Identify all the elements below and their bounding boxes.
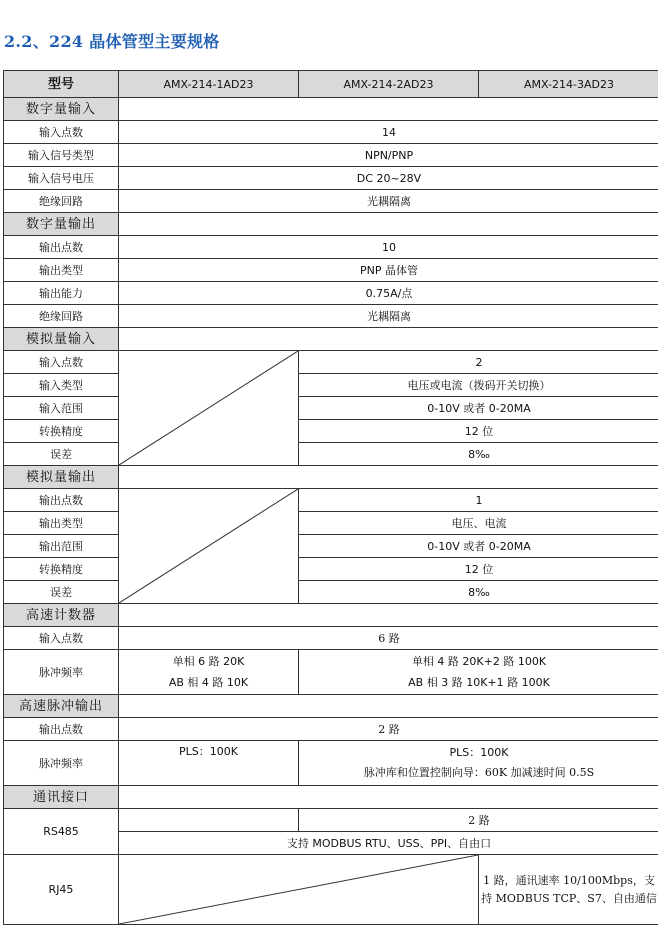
diagonal-line bbox=[119, 489, 298, 603]
not-applicable-cell bbox=[119, 351, 299, 466]
table-row: 绝缘回路 光耦隔离 bbox=[4, 305, 658, 328]
spec-table bbox=[3, 70, 658, 925]
section-high-speed-pulse-output: 高速脉冲输出 bbox=[4, 695, 119, 718]
table-row: RS485 2 路 bbox=[4, 809, 658, 832]
table-row: 输出点数 2 路 bbox=[4, 718, 658, 741]
table-row: 输出类型 PNP 晶体管 bbox=[4, 259, 658, 282]
model-label: 型号 bbox=[4, 71, 119, 98]
table-row: 转换精度 12 位 bbox=[4, 420, 658, 443]
section-high-speed-counter: 高速计数器 bbox=[4, 604, 119, 627]
table-row: 误差 8‰ bbox=[4, 581, 658, 604]
table-row: 输入点数 14 bbox=[4, 121, 658, 144]
section-digital-input: 数字量输入 bbox=[4, 98, 119, 121]
model-col-1: AMX-214-1AD23 bbox=[119, 71, 299, 98]
table-row: 输出能力 0.75A/点 bbox=[4, 282, 658, 305]
table-row: 输出范围 0-10V 或者 0-20MA bbox=[4, 535, 658, 558]
not-applicable-cell bbox=[119, 489, 299, 604]
table-row: 支持 MODBUS RTU、USS、PPI、自由口 bbox=[4, 832, 658, 855]
table-row: 输入信号类型 NPN/PNP bbox=[4, 144, 658, 167]
table-row: 脉冲频率 单相 6 路 20K AB 相 4 路 10K 单相 4 路 20K+2 路 100K AB 相 3 路 10K+1 路 100K bbox=[4, 650, 658, 695]
table-row: RJ45 1 路，通讯速率 10/100Mbps，支持 MODBUS TCP、S7、自由通信 bbox=[4, 855, 658, 925]
table-row: 绝缘回路 光耦隔离 bbox=[4, 190, 658, 213]
table-row: 输出点数 10 bbox=[4, 236, 658, 259]
model-col-3: AMX-214-3AD23 bbox=[479, 71, 658, 98]
diagonal-line bbox=[119, 855, 478, 924]
section-title: 2.2、224 晶体管型主要规格 bbox=[4, 29, 220, 52]
section-analog-input: 模拟量输入 bbox=[4, 328, 119, 351]
table-row: 输入点数 6 路 bbox=[4, 627, 658, 650]
model-col-2: AMX-214-2AD23 bbox=[299, 71, 479, 98]
table-row: 脉冲频率 PLS：100K PLS：100K 脉冲库和位置控制向导：60K 加减速时间 0.5S bbox=[4, 741, 658, 786]
diagonal-line bbox=[119, 351, 298, 465]
table-row: 误差 8‰ bbox=[4, 443, 658, 466]
table-row: 输入类型 电压或电流（拨码开关切换） bbox=[4, 374, 658, 397]
section-digital-output: 数字量输出 bbox=[4, 213, 119, 236]
table-row: 输入点数 2 bbox=[4, 351, 658, 374]
header-row bbox=[4, 71, 658, 98]
not-applicable-cell bbox=[119, 855, 479, 925]
table-row: 输入信号电压 DC 20~28V bbox=[4, 167, 658, 190]
section-comm: 通讯接口 bbox=[4, 786, 119, 809]
table-row: 输出类型 电压、电流 bbox=[4, 512, 658, 535]
section-analog-output: 模拟量输出 bbox=[4, 466, 119, 489]
table-row: 输出点数 1 bbox=[4, 489, 658, 512]
table-row: 输入范围 0-10V 或者 0-20MA bbox=[4, 397, 658, 420]
table-row: 转换精度 12 位 bbox=[4, 558, 658, 581]
